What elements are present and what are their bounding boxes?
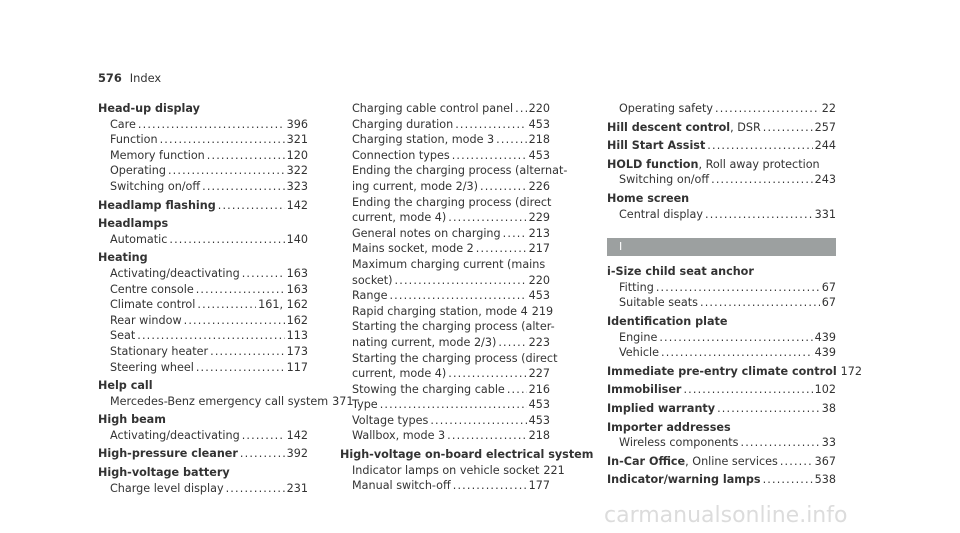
index-entry (607, 138, 836, 154)
entry-heading[interactable]: Home screen (607, 191, 690, 205)
entry-text (98, 378, 153, 394)
entry-text: nating current, mode 2/3) (352, 335, 497, 349)
entry-text: Mains socket, mode 2 (352, 242, 474, 256)
page-header (98, 71, 161, 85)
index-entry (607, 157, 836, 188)
index-line (340, 463, 565, 479)
entry-heading[interactable]: High-voltage on-board electrical system (340, 448, 594, 462)
page-reference-link[interactable]: 22 (821, 102, 836, 115)
index-line (340, 397, 550, 413)
entry-text: Rapid charging station, mode 4 (352, 304, 528, 318)
entry-text (607, 264, 754, 280)
index-entry (607, 382, 836, 398)
entry-text: Connection types (352, 148, 450, 162)
page-reference-link[interactable]: 244 (814, 139, 836, 153)
index-line (98, 344, 308, 360)
dot-leader (452, 148, 527, 164)
dot-leader (207, 148, 285, 164)
entry-text (607, 138, 705, 154)
entry-text: Charging duration (352, 117, 454, 131)
index-line (607, 330, 836, 346)
index-entry (98, 378, 354, 409)
page-reference-link[interactable]: 142 (286, 428, 308, 442)
index-line (98, 179, 308, 195)
dot-leader (705, 207, 813, 223)
entry-heading[interactable]: Identification plate (607, 314, 728, 328)
entry-text: ing current, mode 2/3) (352, 179, 478, 193)
entry-text: Wireless components (619, 436, 739, 450)
index-line (340, 195, 550, 211)
index-entry (607, 420, 836, 451)
page-reference-link[interactable]: 367 (814, 454, 836, 468)
index-line (340, 257, 550, 273)
entry-text: Care (110, 117, 136, 131)
entry-heading[interactable]: Indicator/warning lamps (607, 473, 761, 487)
entry-text: Centre console (110, 282, 194, 296)
dot-leader (715, 101, 820, 117)
entry-subtext: , DSR (730, 120, 761, 134)
dot-leader (380, 397, 527, 413)
page-reference-link[interactable]: 323 (286, 179, 308, 193)
page-reference-link[interactable]: 173 (286, 344, 308, 358)
dot-leader (138, 117, 285, 133)
section-letter-bar: I (607, 238, 836, 256)
page-reference-link[interactable]: 243 (814, 173, 836, 187)
entry-text: Range (352, 289, 388, 303)
index-line (607, 207, 836, 223)
page-reference-link[interactable]: 161, 162 (258, 298, 308, 312)
entry-text: Vehicle (619, 346, 660, 360)
page-reference-link[interactable]: 102 (814, 383, 836, 397)
page-reference-link[interactable]: 117 (286, 360, 308, 374)
page-reference-link[interactable]: 218 (528, 133, 550, 147)
entry-text: Indicator lamps on vehicle socket (352, 463, 540, 477)
index-line (340, 241, 550, 257)
dot-leader (711, 172, 813, 188)
index-line (340, 478, 550, 494)
page-reference-link[interactable]: 223 (528, 335, 550, 349)
index-line (607, 264, 836, 280)
index-line (340, 319, 555, 335)
dot-leader (197, 297, 256, 313)
page-reference-link[interactable]: 439 (814, 346, 836, 360)
dot-leader (240, 446, 285, 462)
index-line (340, 413, 550, 429)
page-reference-link[interactable]: 453 (528, 398, 550, 412)
entry-heading[interactable]: Headlamp flashing (98, 198, 216, 212)
entry-text: current, mode 4) (352, 367, 447, 381)
index-line (607, 401, 836, 417)
index-line (340, 117, 550, 133)
dot-leader (226, 481, 285, 497)
index-line (98, 117, 308, 133)
index-line (607, 138, 836, 154)
entry-heading[interactable]: i-Size child seat anchor (607, 265, 754, 279)
page-title: Index (129, 71, 162, 85)
entry-text: Type (352, 398, 378, 412)
entry-text: Mercedes-Benz emergency call system (110, 394, 329, 408)
index-line (98, 266, 308, 282)
dot-leader (218, 198, 285, 214)
dot-leader (448, 366, 526, 382)
entry-text: Ending the charging process (alternat- (352, 164, 568, 178)
index-entry (98, 446, 308, 462)
dot-leader (763, 472, 813, 488)
index-line (98, 360, 308, 376)
index-line (607, 435, 836, 451)
entry-heading[interactable]: Immobiliser (607, 383, 682, 397)
page-reference-link[interactable]: 113 (286, 329, 308, 343)
index-line (340, 366, 550, 382)
index-entry (98, 412, 308, 443)
index-line (340, 101, 550, 117)
page-reference-link[interactable]: 172 (840, 364, 863, 378)
index-entry (607, 314, 836, 361)
dot-leader (448, 210, 526, 226)
index-line (607, 157, 836, 173)
entry-text: Fitting (619, 280, 654, 294)
dot-leader (137, 328, 284, 344)
dot-leader (447, 428, 526, 444)
page-reference-link[interactable]: 33 (821, 436, 836, 450)
entry-text: socket) (352, 273, 393, 287)
index-line (607, 420, 836, 436)
index-line (607, 120, 836, 136)
entry-text: General notes on charging (352, 226, 501, 240)
index-line (607, 280, 836, 296)
index-entry (98, 465, 308, 496)
index-column-3 (607, 101, 863, 491)
index-entry (98, 216, 308, 247)
entry-text (607, 314, 727, 330)
page-reference-link[interactable]: 371 (332, 394, 354, 408)
dot-leader (210, 344, 285, 360)
index-line (98, 148, 308, 164)
page-reference-link[interactable]: 38 (821, 401, 836, 415)
entry-subtext: , Roll away protection (698, 157, 820, 171)
dot-leader (661, 345, 813, 361)
index-line (607, 314, 836, 330)
entry-heading[interactable]: Immediate pre-entry climate control (607, 364, 837, 378)
index-line (98, 232, 308, 248)
dot-leader (455, 117, 526, 133)
index-line (607, 172, 836, 188)
index-line (607, 101, 836, 117)
index-line (340, 226, 550, 242)
entry-text: Switching on/off (619, 173, 710, 187)
page-reference-link[interactable]: 396 (286, 117, 308, 131)
dot-leader (169, 232, 284, 248)
index-line (98, 465, 308, 481)
page-reference-link[interactable]: 140 (286, 232, 308, 246)
index-entry (98, 250, 308, 375)
dot-leader (659, 330, 812, 346)
dot-leader (196, 282, 285, 298)
entry-text: Switching on/off (110, 179, 201, 193)
entry-heading[interactable]: Help call (98, 379, 153, 393)
index-line (98, 132, 308, 148)
entry-text: Charge level display (110, 481, 224, 495)
page-reference-link[interactable]: 439 (814, 330, 836, 344)
index-entry (607, 454, 836, 470)
dot-leader (430, 413, 526, 429)
index-line (340, 273, 550, 289)
entry-text (607, 454, 778, 470)
entry-text (607, 191, 689, 207)
index-entry (340, 447, 594, 494)
entry-text: current, mode 4) (352, 211, 447, 225)
index-line (98, 101, 308, 117)
dot-leader (656, 280, 820, 296)
page-reference-link[interactable]: 142 (286, 198, 308, 212)
entry-text (607, 472, 761, 488)
index-line (98, 216, 308, 232)
page-reference-link[interactable]: 216 (528, 382, 550, 396)
page-reference-link[interactable]: 67 (821, 296, 836, 310)
index-line (607, 454, 836, 470)
page-reference-link[interactable]: 226 (528, 179, 550, 193)
entry-text (607, 420, 731, 436)
page-reference-link[interactable]: 257 (814, 120, 836, 134)
index-entry (607, 191, 836, 222)
entry-text: Engine (619, 330, 658, 344)
entry-text: Maximum charging current (mains (352, 257, 546, 271)
index-entry (98, 198, 308, 214)
index-line (340, 179, 550, 195)
entry-text: Wallbox, mode 3 (352, 429, 446, 443)
index-entry (607, 264, 836, 311)
index-line (98, 428, 308, 444)
index-line (340, 428, 550, 444)
dot-leader (683, 382, 812, 398)
dot-leader (498, 335, 526, 351)
entry-heading[interactable]: High-voltage battery (98, 466, 230, 480)
entry-text: Starting the charging process (alter- (352, 320, 555, 334)
entry-text: Climate control (110, 298, 196, 312)
entry-text (98, 216, 168, 232)
dot-leader (515, 101, 526, 117)
entry-text: Voltage types (352, 413, 429, 427)
index-line (340, 163, 568, 179)
index-line (98, 198, 308, 214)
page-reference-link[interactable]: 213 (528, 226, 550, 240)
entry-text (607, 157, 820, 173)
entry-heading[interactable]: Hill descent control (607, 120, 731, 134)
page-reference-link[interactable]: 221 (543, 463, 565, 477)
entry-text: Operating (110, 164, 166, 178)
entry-heading[interactable]: Importer addresses (607, 420, 731, 434)
dot-leader (168, 163, 285, 179)
entry-text: Manual switch-off (352, 479, 451, 493)
entry-text: Activating/deactivating (110, 266, 240, 280)
index-line (98, 282, 308, 298)
page-reference-link[interactable]: 453 (528, 413, 550, 427)
entry-heading[interactable]: In-Car Office (607, 454, 686, 468)
page-reference-link[interactable]: 453 (528, 148, 550, 162)
dot-leader (395, 273, 527, 289)
entry-text: Function (110, 133, 158, 147)
entry-text: Activating/deactivating (110, 428, 240, 442)
index-entry (98, 101, 308, 195)
index-line (340, 447, 594, 463)
entry-text: Stationary heater (110, 344, 209, 358)
page-reference-link[interactable]: 163 (286, 282, 308, 296)
entry-text (98, 250, 148, 266)
page-reference-link[interactable]: 220 (528, 102, 550, 115)
entry-text (607, 364, 837, 380)
index-line (98, 412, 308, 428)
index-entry (607, 101, 836, 117)
entry-heading[interactable]: High-pressure cleaner (98, 447, 238, 461)
entry-text: Seat (110, 329, 136, 343)
index-line (98, 446, 308, 462)
page-reference-link[interactable]: 231 (286, 481, 308, 495)
dot-leader (780, 454, 813, 470)
index-line (340, 382, 550, 398)
index-entry (607, 120, 836, 136)
entry-heading[interactable]: Headlamps (98, 217, 169, 231)
entry-text: Automatic (110, 232, 168, 246)
dot-leader (496, 132, 527, 148)
entry-text (607, 382, 681, 398)
dot-leader (717, 401, 820, 417)
entry-heading[interactable]: High beam (98, 413, 166, 427)
index-line (607, 295, 836, 311)
index-line (607, 472, 836, 488)
page-reference-link[interactable]: 453 (528, 289, 550, 303)
page-reference-link[interactable]: 392 (286, 447, 308, 461)
index-line (340, 288, 550, 304)
page-reference-link[interactable]: 538 (814, 473, 836, 487)
index-line (98, 481, 308, 497)
dot-leader (476, 241, 527, 257)
index-line (98, 378, 308, 394)
dot-leader (202, 179, 285, 195)
entry-text: Central display (619, 207, 704, 221)
dot-leader (507, 382, 527, 398)
dot-leader (480, 179, 527, 195)
dot-leader (242, 428, 285, 444)
dot-leader (503, 226, 527, 242)
watermark: carmanualsonline.info (604, 503, 848, 528)
page-reference-link[interactable]: 229 (528, 211, 550, 225)
dot-leader (160, 132, 285, 148)
index-line (607, 364, 863, 380)
page-reference-link[interactable]: 217 (528, 242, 550, 256)
entry-text: Starting the charging process (direct (352, 351, 558, 365)
entry-heading[interactable]: HOLD function (607, 157, 699, 171)
entry-text (98, 446, 238, 462)
index-line (607, 191, 836, 207)
index-line (607, 382, 836, 398)
page-reference-link[interactable]: 322 (286, 164, 308, 178)
entry-text: Memory function (110, 148, 205, 162)
dot-leader (707, 138, 812, 154)
index-line (98, 328, 308, 344)
dot-leader (184, 313, 285, 329)
index-line (98, 313, 308, 329)
index-line (340, 148, 550, 164)
entry-text: Operating safety (619, 102, 714, 115)
index-entry (340, 101, 568, 444)
dot-leader (196, 360, 285, 376)
page-reference-link[interactable]: 218 (528, 429, 550, 443)
index-entry (607, 401, 836, 417)
entry-text: Suitable seats (619, 296, 698, 310)
index-entry (607, 472, 836, 488)
index-line (340, 335, 550, 351)
page-reference-link[interactable]: 177 (528, 479, 550, 493)
index-line (340, 351, 558, 367)
page-reference-link[interactable]: 220 (528, 273, 550, 287)
index-line (98, 163, 308, 179)
page-reference-link[interactable]: 162 (286, 313, 308, 327)
entry-text: Stowing the charging cable (352, 382, 505, 396)
entry-heading[interactable]: Head-up display (98, 102, 200, 115)
entry-text (340, 447, 593, 463)
page-reference-link[interactable]: 321 (286, 133, 308, 147)
index-line (340, 304, 554, 320)
entry-text (98, 101, 200, 117)
entry-heading[interactable]: Implied warranty (607, 401, 716, 415)
page-reference-link[interactable]: 67 (821, 280, 836, 294)
dot-leader (389, 288, 526, 304)
index-line (98, 297, 308, 313)
entry-text: Charging cable control panel (352, 102, 514, 115)
index-line (340, 210, 550, 226)
entry-text (607, 401, 715, 417)
dot-leader (242, 266, 285, 282)
page-reference-link[interactable]: 453 (528, 117, 550, 131)
index-line (340, 132, 550, 148)
entry-text: Ending the charging process (direct (352, 195, 552, 209)
entry-text: Rear window (110, 313, 182, 327)
entry-heading[interactable]: Hill Start Assist (607, 139, 706, 153)
entry-text: Steering wheel (110, 360, 194, 374)
index-line (98, 250, 308, 266)
index-column-2 (340, 101, 594, 497)
page-reference-link[interactable]: 227 (528, 367, 550, 381)
index-line (98, 394, 354, 410)
page-reference-link[interactable]: 120 (286, 148, 308, 162)
dot-leader (453, 478, 527, 494)
page-number: 576 (98, 71, 122, 85)
page-reference-link[interactable]: 331 (814, 207, 836, 221)
index-line (607, 345, 836, 361)
page-reference-link[interactable]: 163 (286, 266, 308, 280)
entry-text: Charging station, mode 3 (352, 133, 495, 147)
entry-subtext: , Online services (685, 454, 778, 468)
entry-text (98, 465, 230, 481)
dot-leader (763, 120, 813, 136)
page-reference-link[interactable]: 219 (531, 304, 554, 318)
entry-text (607, 120, 761, 136)
dot-leader (740, 435, 819, 451)
index-entry (607, 364, 863, 380)
entry-text (98, 198, 216, 214)
entry-text (98, 412, 166, 428)
dot-leader (700, 295, 820, 311)
index-column-1 (98, 101, 354, 499)
entry-heading[interactable]: Heating (98, 251, 148, 265)
